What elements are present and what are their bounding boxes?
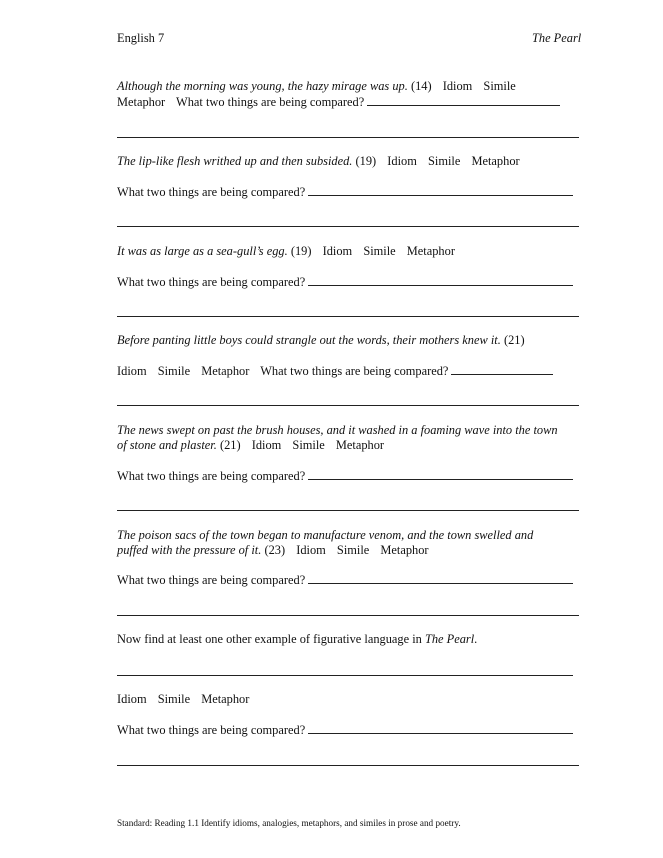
item-5-line3: [117, 468, 573, 484]
item-1-answer-line[interactable]: [117, 137, 579, 138]
item-2-quote: The lip-like flesh writhed up and then subsided.: [117, 154, 353, 168]
item-1-quote: Although the morning was young, the hazy mirage was up.: [117, 79, 408, 93]
item-1-idiom: Idiom: [442, 79, 473, 93]
item-2-simile: Simile: [428, 154, 461, 168]
item-3-line2: [117, 274, 573, 290]
final-prompt-period: .: [474, 632, 478, 646]
final-answer-blank[interactable]: [308, 722, 573, 734]
item-5-idiom: Idiom: [251, 438, 282, 452]
final-simile: Simile: [157, 692, 191, 706]
final-choices: [117, 692, 249, 707]
item-2-answer-blank[interactable]: [308, 184, 573, 196]
final-prompt-title: The Pearl: [424, 632, 475, 646]
item-4-idiom: Idiom: [117, 364, 147, 378]
item-5-page: (21): [219, 438, 241, 452]
final-prompt-text: Now find at least one other example of figurative language in: [117, 632, 425, 646]
final-question-line: [117, 722, 573, 738]
item-1-line1: [117, 79, 516, 94]
item-2-page: (19): [355, 154, 377, 168]
item-3-answer-blank[interactable]: [308, 274, 573, 286]
item-1-page: (14): [410, 79, 432, 93]
item-1-simile: Simile: [483, 79, 516, 93]
standard-footer: Standard: Reading 1.1 Identify idioms, analogies, metaphors, and similes in prose and poetry.: [117, 818, 461, 828]
item-4-question: What two things are being compared?: [260, 364, 449, 378]
item-6-quote-line1: The poison sacs of the town began to manufacture venom, and the town swelled and: [117, 528, 534, 542]
item-2-answer-line[interactable]: [117, 226, 579, 227]
header-course: English 7: [117, 31, 165, 45]
item-6-simile: Simile: [336, 543, 370, 557]
item-3-line1: [117, 244, 455, 259]
final-example-line[interactable]: [117, 675, 573, 676]
item-3-simile: Simile: [363, 244, 396, 258]
item-4-page: (21): [503, 333, 525, 347]
final-answer-line[interactable]: [117, 765, 579, 766]
item-2-line1: [117, 154, 520, 169]
item-6-line2: [117, 543, 429, 558]
item-4-line2: [117, 363, 553, 379]
item-4-answer-line[interactable]: [117, 405, 579, 406]
item-5-simile: Simile: [292, 438, 325, 452]
item-2-line2: [117, 184, 573, 200]
item-6-idiom: Idiom: [296, 543, 326, 557]
item-2-metaphor: Metaphor: [471, 154, 520, 168]
item-5-quote-line2: of stone and plaster.: [117, 438, 217, 452]
item-1-answer-blank[interactable]: [367, 94, 560, 106]
item-5-answer-line[interactable]: [117, 510, 579, 511]
final-metaphor: Metaphor: [201, 692, 250, 706]
item-4-simile: Simile: [157, 364, 191, 378]
item-5-metaphor: Metaphor: [335, 438, 385, 452]
item-6-answer-blank[interactable]: [308, 572, 573, 584]
item-3-page: (19): [290, 244, 312, 258]
final-prompt: [117, 632, 477, 647]
item-3-question: What two things are being compared?: [117, 275, 306, 289]
item-3-answer-line[interactable]: [117, 316, 579, 317]
item-4-quote: Before panting little boys could strangle out the words, their mothers knew it.: [117, 333, 501, 347]
item-3-quote: It was as large as a sea-gull’s egg.: [117, 244, 288, 258]
final-idiom: Idiom: [117, 692, 147, 706]
item-6-line3: [117, 572, 573, 588]
item-3-metaphor: Metaphor: [406, 244, 455, 258]
item-3-idiom: Idiom: [322, 244, 353, 258]
item-5-answer-blank[interactable]: [308, 468, 573, 480]
item-2-idiom: Idiom: [387, 154, 417, 168]
item-6-question: What two things are being compared?: [117, 573, 306, 587]
item-1-metaphor: Metaphor: [117, 95, 166, 109]
header-book-title: The Pearl: [532, 31, 582, 45]
item-4-answer-blank[interactable]: [451, 363, 553, 375]
final-question: What two things are being compared?: [117, 723, 306, 737]
item-4-metaphor: Metaphor: [201, 364, 250, 378]
item-5-line2: [117, 438, 384, 453]
item-5-question: What two things are being compared?: [117, 469, 306, 483]
item-2-question: What two things are being compared?: [117, 185, 306, 199]
item-6-answer-line[interactable]: [117, 615, 579, 616]
item-5-quote-line1: The news swept on past the brush houses, and it washed in a foaming wave into the town: [117, 423, 558, 437]
item-6-quote-line2: puffed with the pressure of it.: [117, 543, 262, 557]
item-1-question: What two things are being compared?: [176, 95, 365, 109]
item-6-page: (23): [264, 543, 286, 557]
item-6-metaphor: Metaphor: [380, 543, 429, 557]
item-4-line1: [117, 333, 525, 348]
item-1-line2: [117, 94, 560, 110]
